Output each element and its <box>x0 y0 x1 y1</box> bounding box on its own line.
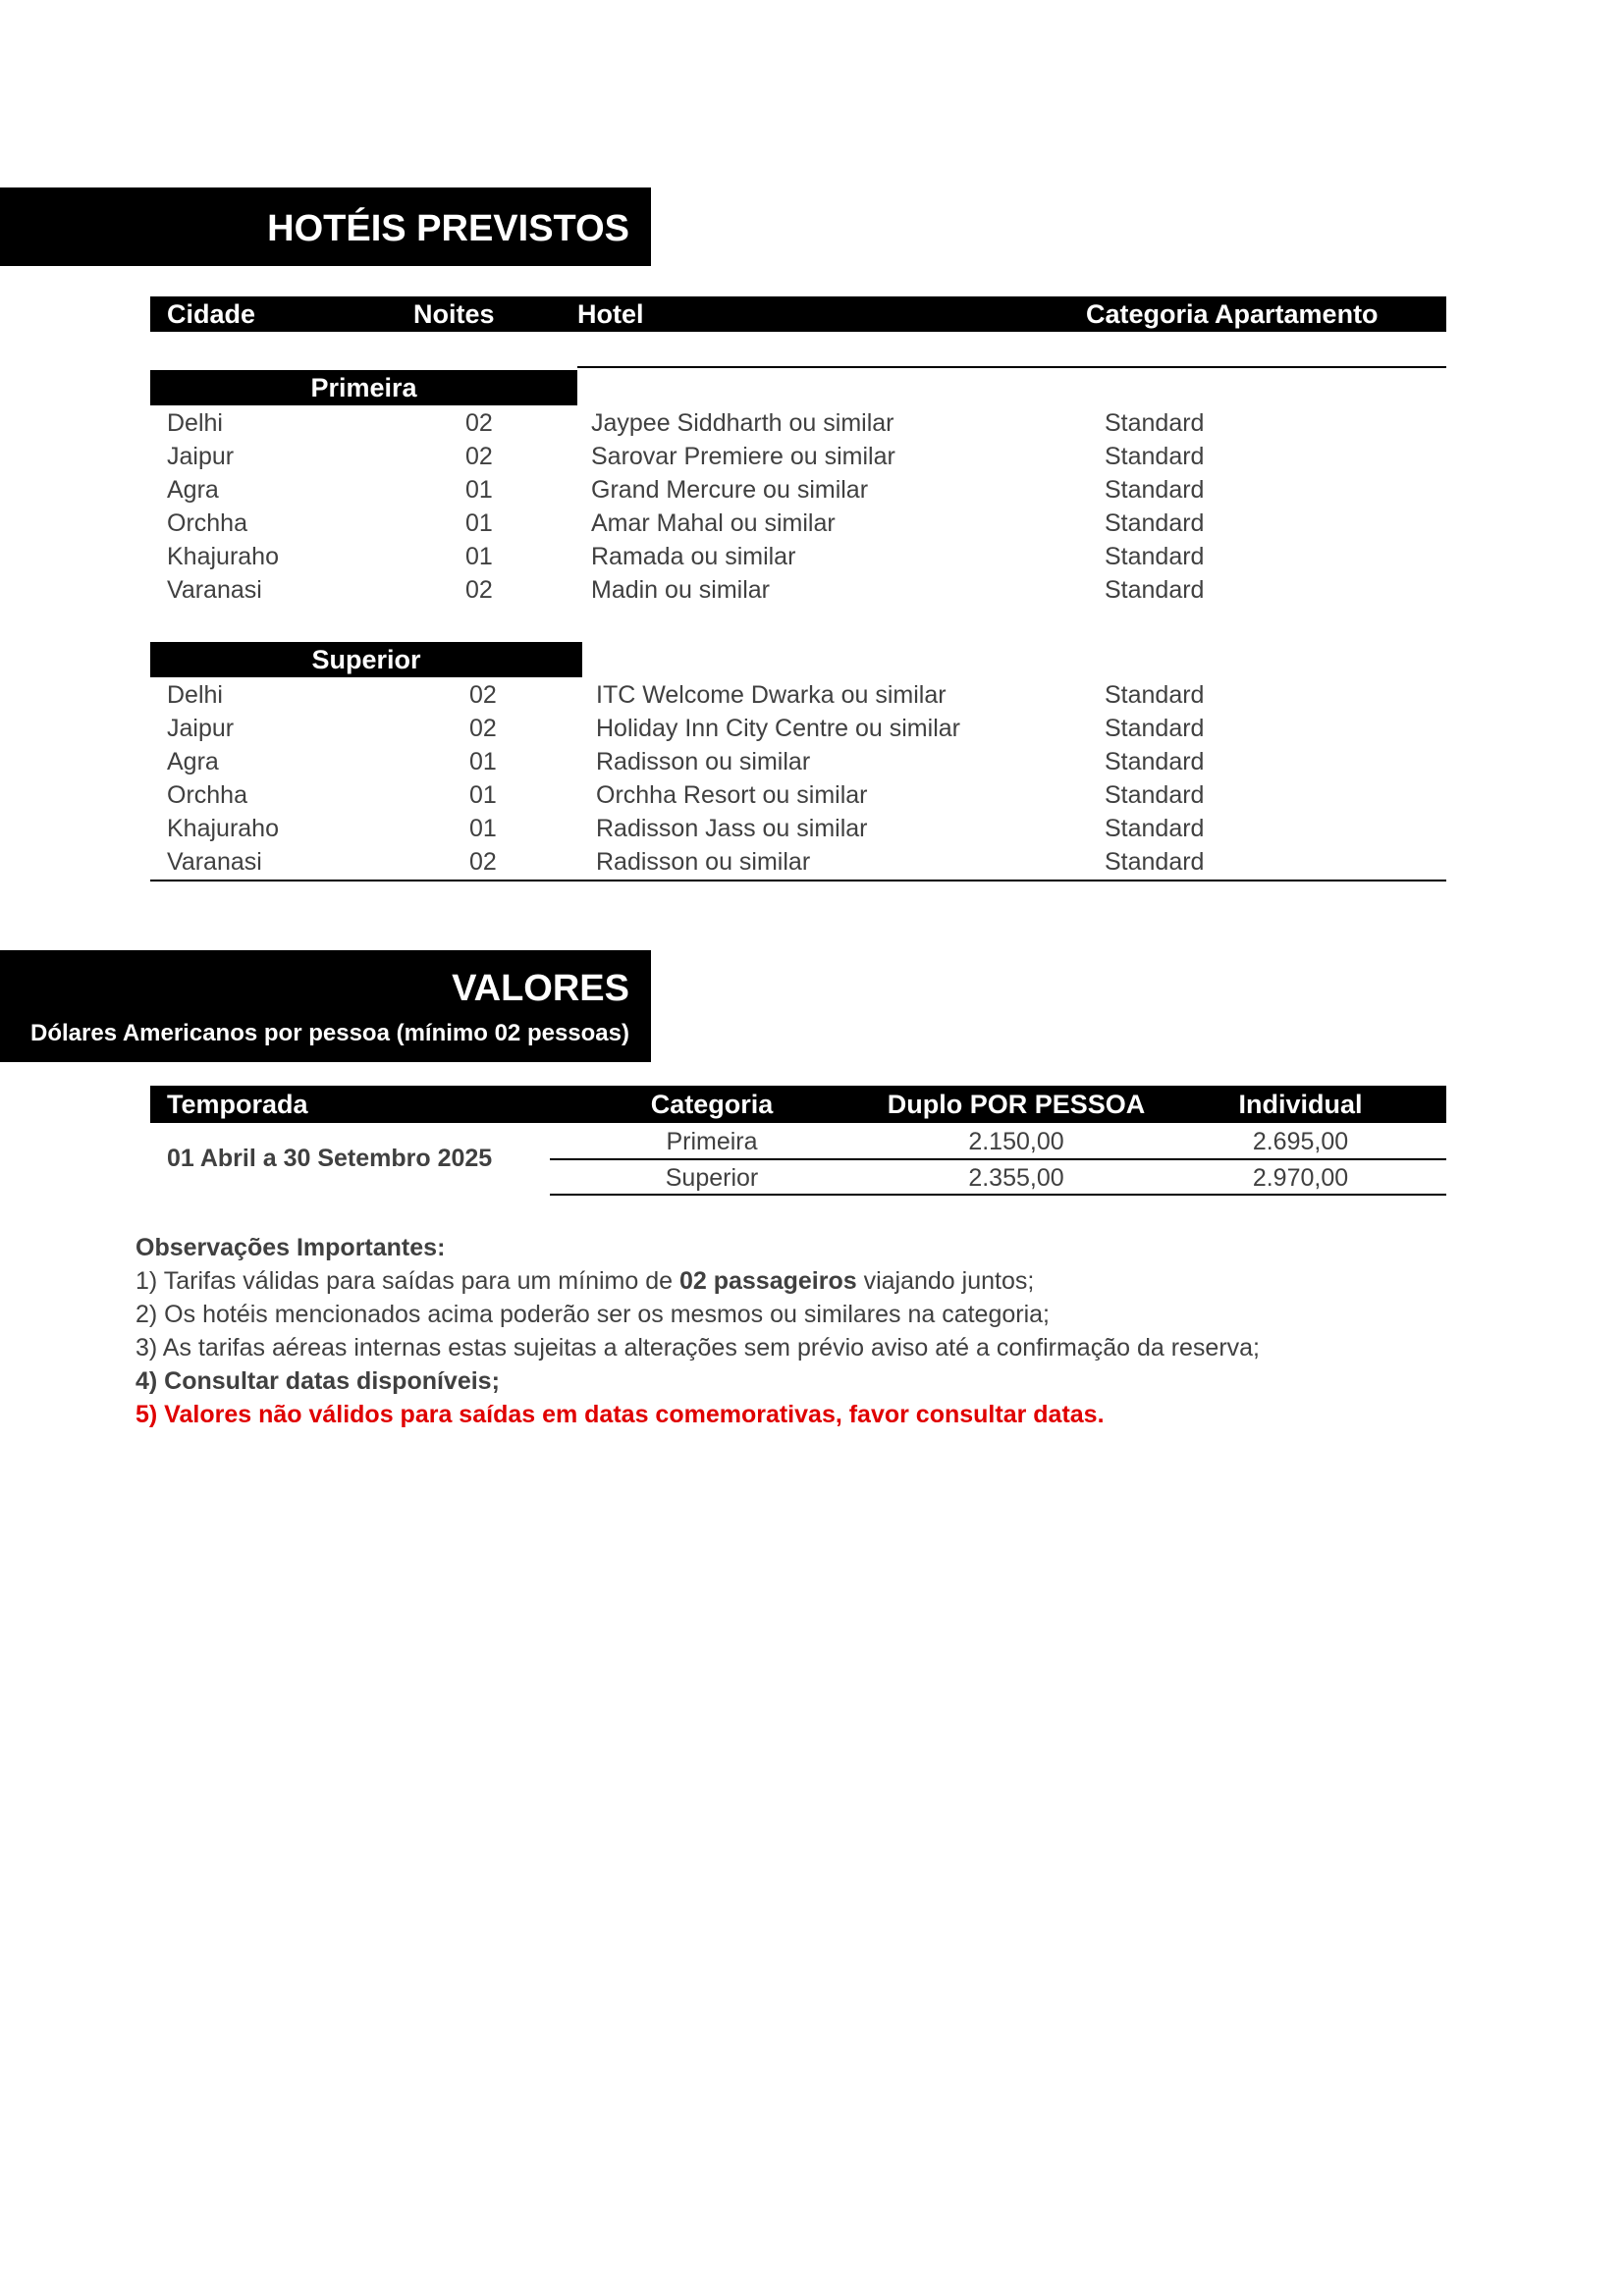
city-cell: Jaipur <box>167 443 235 470</box>
note-1-bold: 02 passageiros <box>678 1267 857 1295</box>
city-cell: Agra <box>167 748 219 775</box>
hotel-cell: Radisson Jass ou similar <box>596 815 868 842</box>
city-cell: Orchha <box>167 781 247 809</box>
hotel-cell: Radisson ou similar <box>596 748 811 775</box>
note-4: 4) Consultar datas disponíveis; <box>135 1367 500 1395</box>
category-cell: Standard <box>1105 681 1205 709</box>
category-cell: Standard <box>1105 509 1205 537</box>
nights-cell: 02 <box>465 576 493 604</box>
notes-heading: Observações Importantes: <box>135 1234 446 1261</box>
header-hotel: Hotel <box>577 299 644 329</box>
season-cell: 01 Abril a 30 Setembro 2025 <box>167 1145 493 1172</box>
category-cell: Standard <box>1105 443 1205 470</box>
city-cell: Varanasi <box>167 848 262 876</box>
hotel-cell: Amar Mahal ou similar <box>591 509 836 537</box>
values-banner <box>0 950 651 1062</box>
city-cell: Khajuraho <box>167 815 279 842</box>
hotel-cell: Orchha Resort ou similar <box>596 781 868 809</box>
nights-cell: 01 <box>469 781 497 809</box>
hotel-cell: Jaypee Siddharth ou similar <box>591 409 894 437</box>
hotel-cell: Sarovar Premiere ou similar <box>591 443 895 470</box>
group-superior-label: Superior <box>311 645 421 674</box>
header-categoria: Categoria <box>650 1090 774 1119</box>
hotel-cell: Radisson ou similar <box>596 848 811 876</box>
category-cell: Standard <box>1105 543 1205 570</box>
note-3: 3) As tarifas aéreas internas estas sujeitas a alterações sem prévio aviso até a confirmação da reserva; <box>135 1334 1261 1362</box>
city-cell: Jaipur <box>167 715 235 742</box>
nights-cell: 01 <box>465 509 493 537</box>
city-cell: Orchha <box>167 509 247 537</box>
nights-cell: 02 <box>469 681 497 709</box>
header-temporada: Temporada <box>167 1090 308 1119</box>
city-cell: Khajuraho <box>167 543 279 570</box>
values-title: VALORES <box>452 968 629 1009</box>
nights-cell: 02 <box>465 443 493 470</box>
values-subtitle: Dólares Americanos por pessoa (mínimo 02 pessoas) <box>30 1020 629 1046</box>
group-primeira-label: Primeira <box>310 373 417 402</box>
note-5: 5) Valores não válidos para saídas em datas comemorativas, favor consultar datas. <box>135 1401 1105 1428</box>
nights-cell: 01 <box>469 815 497 842</box>
header-noites: Noites <box>413 299 495 329</box>
value-single-cell: 2.970,00 <box>1252 1164 1349 1192</box>
category-cell: Standard <box>1105 848 1205 876</box>
city-cell: Delhi <box>167 681 223 709</box>
category-cell: Standard <box>1105 748 1205 775</box>
header-duplo: Duplo POR PESSOA <box>887 1090 1146 1119</box>
values-table-bottom-rule <box>550 1194 1446 1196</box>
hotels-title: HOTÉIS PREVISTOS <box>267 208 629 249</box>
value-category-cell: Superior <box>665 1164 759 1192</box>
category-cell: Standard <box>1105 781 1205 809</box>
nights-cell: 01 <box>469 748 497 775</box>
nights-cell: 02 <box>465 409 493 437</box>
hotel-cell: Madin ou similar <box>591 576 771 604</box>
values-row-divider <box>550 1158 1446 1160</box>
header-individual: Individual <box>1238 1090 1363 1119</box>
note-1 <box>135 1264 1034 1298</box>
hotel-cell: Ramada ou similar <box>591 543 796 570</box>
hotel-cell: Grand Mercure ou similar <box>591 476 869 504</box>
nights-cell: 01 <box>465 476 493 504</box>
value-category-cell: Primeira <box>666 1128 758 1155</box>
header-categoria-apartamento: Categoria Apartamento <box>1086 299 1379 329</box>
city-cell: Varanasi <box>167 576 262 604</box>
value-double-cell: 2.150,00 <box>968 1128 1064 1155</box>
value-double-cell: 2.355,00 <box>968 1164 1064 1192</box>
note-1-after: viajando juntos; <box>856 1267 1035 1295</box>
note-1-before: 1) Tarifas válidas para saídas para um mínimo de <box>135 1267 679 1295</box>
hotels-banner <box>0 187 651 266</box>
nights-cell: 01 <box>465 543 493 570</box>
category-cell: Standard <box>1105 409 1205 437</box>
header-cidade: Cidade <box>167 299 256 329</box>
category-cell: Standard <box>1105 815 1205 842</box>
value-single-cell: 2.695,00 <box>1252 1128 1349 1155</box>
city-cell: Agra <box>167 476 219 504</box>
nights-cell: 02 <box>469 715 497 742</box>
hotel-cell: Holiday Inn City Centre ou similar <box>596 715 960 742</box>
category-cell: Standard <box>1105 476 1205 504</box>
category-cell: Standard <box>1105 715 1205 742</box>
nights-cell: 02 <box>469 848 497 876</box>
table-divider <box>577 366 1446 368</box>
note-2: 2) Os hotéis mencionados acima poderão ser os mesmos ou similares na categoria; <box>135 1301 1050 1328</box>
hotel-cell: ITC Welcome Dwarka ou similar <box>596 681 947 709</box>
city-cell: Delhi <box>167 409 223 437</box>
category-cell: Standard <box>1105 576 1205 604</box>
hotels-table-bottom-rule <box>150 880 1446 881</box>
